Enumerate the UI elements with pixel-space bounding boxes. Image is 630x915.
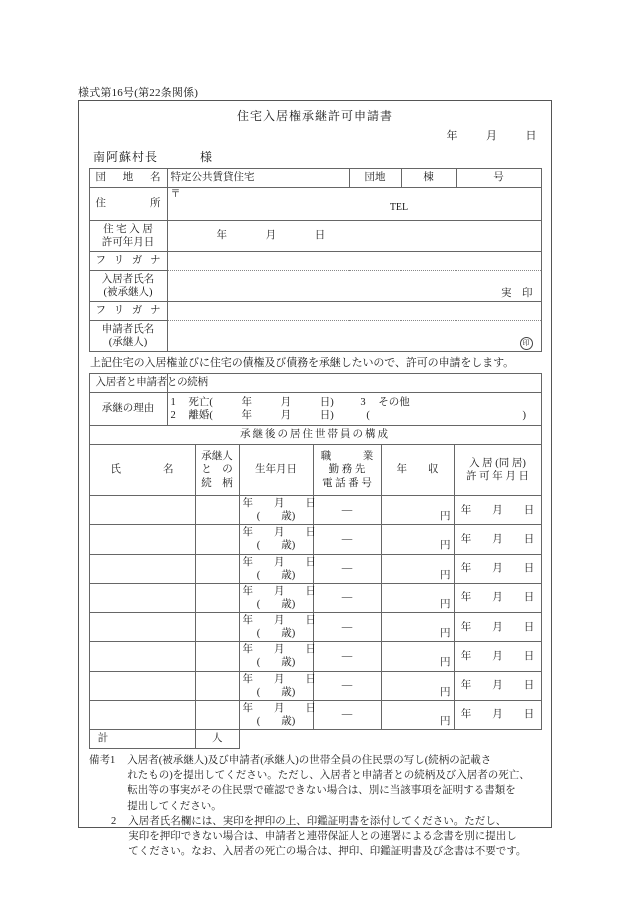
permit-date-value-cell[interactable]: [167, 221, 541, 252]
cell-relation[interactable]: [195, 583, 239, 612]
addressee-line: [79, 148, 551, 165]
resident-name-label-line2: (被承継人): [103, 287, 153, 298]
reason-1-number: 1: [170, 396, 176, 408]
cell-job[interactable]: —: [313, 496, 381, 525]
cell-income[interactable]: 円: [381, 613, 454, 642]
birthdate-age-line: ( 歳): [256, 715, 296, 727]
table-row-household-title: [89, 426, 541, 445]
birthdate-line1: 年 月 日: [242, 556, 316, 568]
reason-1-month: 月: [280, 396, 292, 408]
applicant-name-label-line2: (承継人): [108, 337, 148, 348]
seal-circle-in-icon: [520, 337, 533, 350]
cell-permit-date[interactable]: 年 月 日: [454, 525, 541, 554]
birthdate-line1: 年 月 日: [242, 702, 316, 714]
cell-birthdate[interactable]: [239, 496, 316, 525]
note1-number: 1: [110, 755, 116, 766]
permit-month-label: 月: [265, 230, 277, 242]
cell-birthdate[interactable]: [239, 554, 316, 583]
date-day-label: 日: [525, 130, 537, 142]
header-permit-line2: 許 可 年 月 日: [466, 471, 529, 482]
household-table: [89, 444, 542, 730]
birthdate-age-line: ( 歳): [256, 657, 296, 669]
header-relation-line1: 承継人: [201, 451, 233, 463]
header-permit-line1: 入 居 (同 居): [469, 457, 526, 469]
header-birth: 生年月日: [239, 445, 313, 496]
table-row-permit-date: [89, 221, 541, 252]
birthdate-age-line: ( 歳): [256, 540, 296, 552]
total-label: 計: [89, 730, 195, 749]
reason-3-number: 3: [360, 396, 366, 408]
cell-name[interactable]: [89, 642, 195, 671]
resident-name-label: [89, 271, 167, 302]
cell-permit-date[interactable]: 年 月 日: [454, 613, 541, 642]
danchi-unit-gou: 号: [456, 169, 541, 188]
cell-relation[interactable]: [195, 642, 239, 671]
cell-job[interactable]: —: [313, 554, 381, 583]
reason-2-year: 年: [241, 410, 252, 421]
permit-day-label: 日: [314, 230, 326, 242]
cell-income[interactable]: 円: [381, 671, 454, 700]
cell-job[interactable]: —: [313, 671, 381, 700]
cell-job[interactable]: —: [313, 525, 381, 554]
permit-date-label-line2: 許可年月日: [101, 237, 155, 248]
table-row-resident-name: [89, 271, 541, 302]
cell-permit-date[interactable]: 年 月 日: [454, 496, 541, 525]
cell-relation[interactable]: [195, 700, 239, 729]
table-row: [89, 671, 541, 700]
cell-income[interactable]: 円: [381, 642, 454, 671]
remark-note-1: [89, 753, 541, 814]
table-row: [89, 583, 541, 612]
header-job-line3: 電 話 番 号: [322, 477, 372, 489]
furigana-value-applicant[interactable]: [167, 302, 541, 321]
note1-line-2: れたもの)を提出してください。ただし、入居者と申請者との続柄及び入居者の死亡、: [127, 770, 530, 782]
permit-date-label-line1: 住 宅 入 居: [103, 223, 153, 235]
reason-1-year: 年: [241, 396, 252, 408]
note1-line-3: 転出等の事実がその住民票で確認できない場合は、別に当該事項を証明する書類を: [127, 785, 516, 797]
header-income: 年 収: [381, 445, 454, 496]
cell-birthdate[interactable]: [239, 583, 316, 612]
cell-income[interactable]: 円: [381, 554, 454, 583]
table-row-furigana-resident: [89, 252, 541, 271]
cell-relation[interactable]: [195, 671, 239, 700]
table-row-reason: [89, 393, 541, 426]
table-row-relation: [89, 374, 541, 393]
cell-job[interactable]: —: [313, 642, 381, 671]
table-row-total: [89, 730, 541, 749]
reason-1-day: 日): [319, 396, 334, 408]
cell-birthdate[interactable]: [239, 700, 316, 729]
table-row: [89, 554, 541, 583]
furigana-label-resident: フ リ ガ ナ: [89, 252, 167, 271]
cell-income[interactable]: 円: [381, 700, 454, 729]
addressee-name: 南阿蘇村長: [93, 150, 159, 164]
cell-birthdate[interactable]: [239, 525, 316, 554]
birthdate-age-line: ( 歳): [256, 686, 296, 698]
note1-line-1: 入居者(被承継人)及び申請者(承継人)の世帯全員の住民票の写し(続柄の記載さ: [127, 755, 492, 766]
birthdate-line1: 年 月 日: [242, 585, 316, 597]
cell-birthdate[interactable]: [239, 613, 316, 642]
furigana-value-resident[interactable]: [167, 252, 541, 271]
applicant-name-value[interactable]: [167, 321, 541, 352]
cell-name[interactable]: [89, 583, 195, 612]
resident-name-value[interactable]: [167, 271, 541, 302]
note1-text: [115, 753, 541, 814]
date-year-label: 年: [446, 130, 458, 142]
applicant-name-label-line1: 申請者氏名: [101, 323, 155, 335]
header-job-line1: 職 業: [320, 451, 374, 463]
table-row: [89, 525, 541, 554]
cell-birthdate[interactable]: [239, 671, 316, 700]
birthdate-line1: 年 月 日: [242, 644, 316, 656]
danchi-unit-danchi: 団地: [349, 169, 401, 188]
seal-char: 印: [522, 338, 530, 347]
address-label: 住 所: [89, 188, 167, 221]
reason-3-text: その他: [378, 396, 410, 408]
permit-year-label: 年: [216, 230, 227, 242]
header-relation: [195, 445, 239, 496]
applicant-info-table: [89, 168, 542, 352]
note2-line-1: 入居者氏名欄には、実印を押印の上、印鑑証明書を添付してください。ただし、: [128, 815, 507, 827]
household-rows-body: [89, 496, 541, 730]
permit-date-label: [89, 221, 167, 252]
household-total-table: [89, 729, 542, 749]
cell-permit-date[interactable]: 年 月 日: [454, 554, 541, 583]
header-relation-line2: と の: [201, 464, 233, 476]
cell-permit-date[interactable]: 年 月 日: [454, 583, 541, 612]
note2-line-3: てください。なお、入居者の死亡の場合は、押印、印鑑証明書及び念書は不要です。: [128, 846, 527, 858]
header-job: [313, 445, 381, 496]
cell-name[interactable]: [89, 613, 195, 642]
addressee-honorific: 様: [200, 150, 214, 164]
address-value-cell[interactable]: [167, 188, 541, 221]
table-row-furigana-applicant: [89, 302, 541, 321]
table-row: [89, 613, 541, 642]
form-number: 様式第16号(第22条関係): [78, 87, 199, 99]
reason-option-2[interactable]: [171, 409, 538, 422]
reason-other-close: ): [522, 410, 526, 421]
table-row: [89, 642, 541, 671]
reason-1-text: 死亡(: [188, 396, 213, 408]
birthdate-age-line: ( 歳): [256, 598, 296, 610]
cell-income[interactable]: 円: [381, 496, 454, 525]
cell-name[interactable]: [89, 496, 195, 525]
birthdate-line1: 年 月 日: [242, 673, 316, 685]
cell-name[interactable]: [89, 525, 195, 554]
header-name: 氏 名: [89, 445, 195, 496]
cell-birthdate[interactable]: [239, 642, 316, 671]
birthdate-line1: 年 月 日: [242, 615, 316, 626]
danchi-value[interactable]: 特定公共賃貸住宅: [167, 169, 349, 188]
danchi-label: 団 地 名: [89, 169, 167, 188]
household-header-row: [89, 445, 541, 496]
tel-label: TEL: [389, 201, 409, 213]
note2-text: [116, 814, 541, 860]
table-row: [89, 496, 541, 525]
cell-relation[interactable]: [195, 496, 239, 525]
form-frame: [78, 100, 552, 858]
resident-name-label-line1: 入居者氏名: [101, 273, 155, 285]
applicant-name-label: [89, 321, 167, 352]
reason-2-number: 2: [170, 410, 176, 421]
reason-other-open: (: [366, 410, 370, 421]
birthdate-age-line: ( 歳): [256, 569, 296, 581]
total-spacer: [239, 730, 541, 749]
cell-income[interactable]: 円: [381, 525, 454, 554]
reason-options-cell[interactable]: [167, 393, 541, 426]
total-unit: 人: [195, 730, 239, 749]
remark-note-2: [89, 814, 541, 860]
cell-permit-date[interactable]: 年 月 日: [454, 642, 541, 671]
furigana-label-applicant: フ リ ガ ナ: [89, 302, 167, 321]
reason-2-day: 日): [319, 410, 334, 421]
cell-name[interactable]: [89, 700, 195, 729]
household-section-title: 承継後の居住世帯員の構成: [89, 426, 541, 445]
cell-relation[interactable]: [195, 554, 239, 583]
header-permit-date: [454, 445, 541, 496]
cell-job[interactable]: —: [313, 700, 381, 729]
date-month-label: 月: [486, 130, 498, 142]
reason-2-text: 離婚(: [188, 410, 213, 421]
reason-label: 承継の理由: [89, 393, 167, 426]
declaration-statement: 上記住宅の入居権並びに住宅の債権及び債務を承継したいので、許可の申請をします。: [90, 357, 514, 369]
relation-value[interactable]: [167, 374, 541, 393]
table-row-address: [89, 188, 541, 221]
reason-option-1[interactable]: [171, 396, 538, 409]
cell-relation[interactable]: [195, 525, 239, 554]
cell-permit-date[interactable]: 年 月 日: [454, 671, 541, 700]
cell-income[interactable]: 円: [381, 583, 454, 612]
remarks-heading: 備考: [89, 755, 110, 766]
birthdate-age-line: ( 歳): [256, 628, 296, 640]
note2-number: 2: [111, 815, 117, 827]
note1-line-4: 提出してください。: [127, 800, 222, 812]
reason-table: [89, 373, 542, 445]
header-relation-line3: 続 柄: [201, 477, 233, 489]
submission-date-line: [79, 127, 551, 143]
cell-name[interactable]: [89, 671, 195, 700]
reason-2-month: 月: [280, 410, 292, 421]
table-row-applicant-name: [89, 321, 541, 352]
form-title: 住宅入居権承継許可申請書: [236, 109, 393, 123]
cell-job[interactable]: —: [313, 583, 381, 612]
relation-label: 入居者と申請者との続柄: [89, 374, 167, 393]
remarks-section: [79, 753, 551, 860]
resident-seal-label: 実 印: [501, 287, 533, 299]
birthdate-line1: 年 月 日: [242, 527, 316, 539]
header-job-line2: 勤 務 先: [328, 464, 366, 476]
cell-name[interactable]: [89, 554, 195, 583]
cell-relation[interactable]: [195, 613, 239, 642]
postal-mark: 〒: [170, 189, 181, 200]
birthdate-age-line: ( 歳): [256, 511, 296, 523]
table-row-danchi: [89, 169, 541, 188]
table-row: [89, 700, 541, 729]
cell-permit-date[interactable]: 年 月 日: [454, 700, 541, 729]
note2-line-2: 実印を押印できない場合は、申請者と連帯保証人との連署による念書を別に提出し: [128, 831, 517, 843]
danchi-unit-tou: 棟: [401, 169, 456, 188]
cell-job[interactable]: —: [313, 613, 381, 642]
birthdate-line1: 年 月 日: [242, 498, 316, 509]
